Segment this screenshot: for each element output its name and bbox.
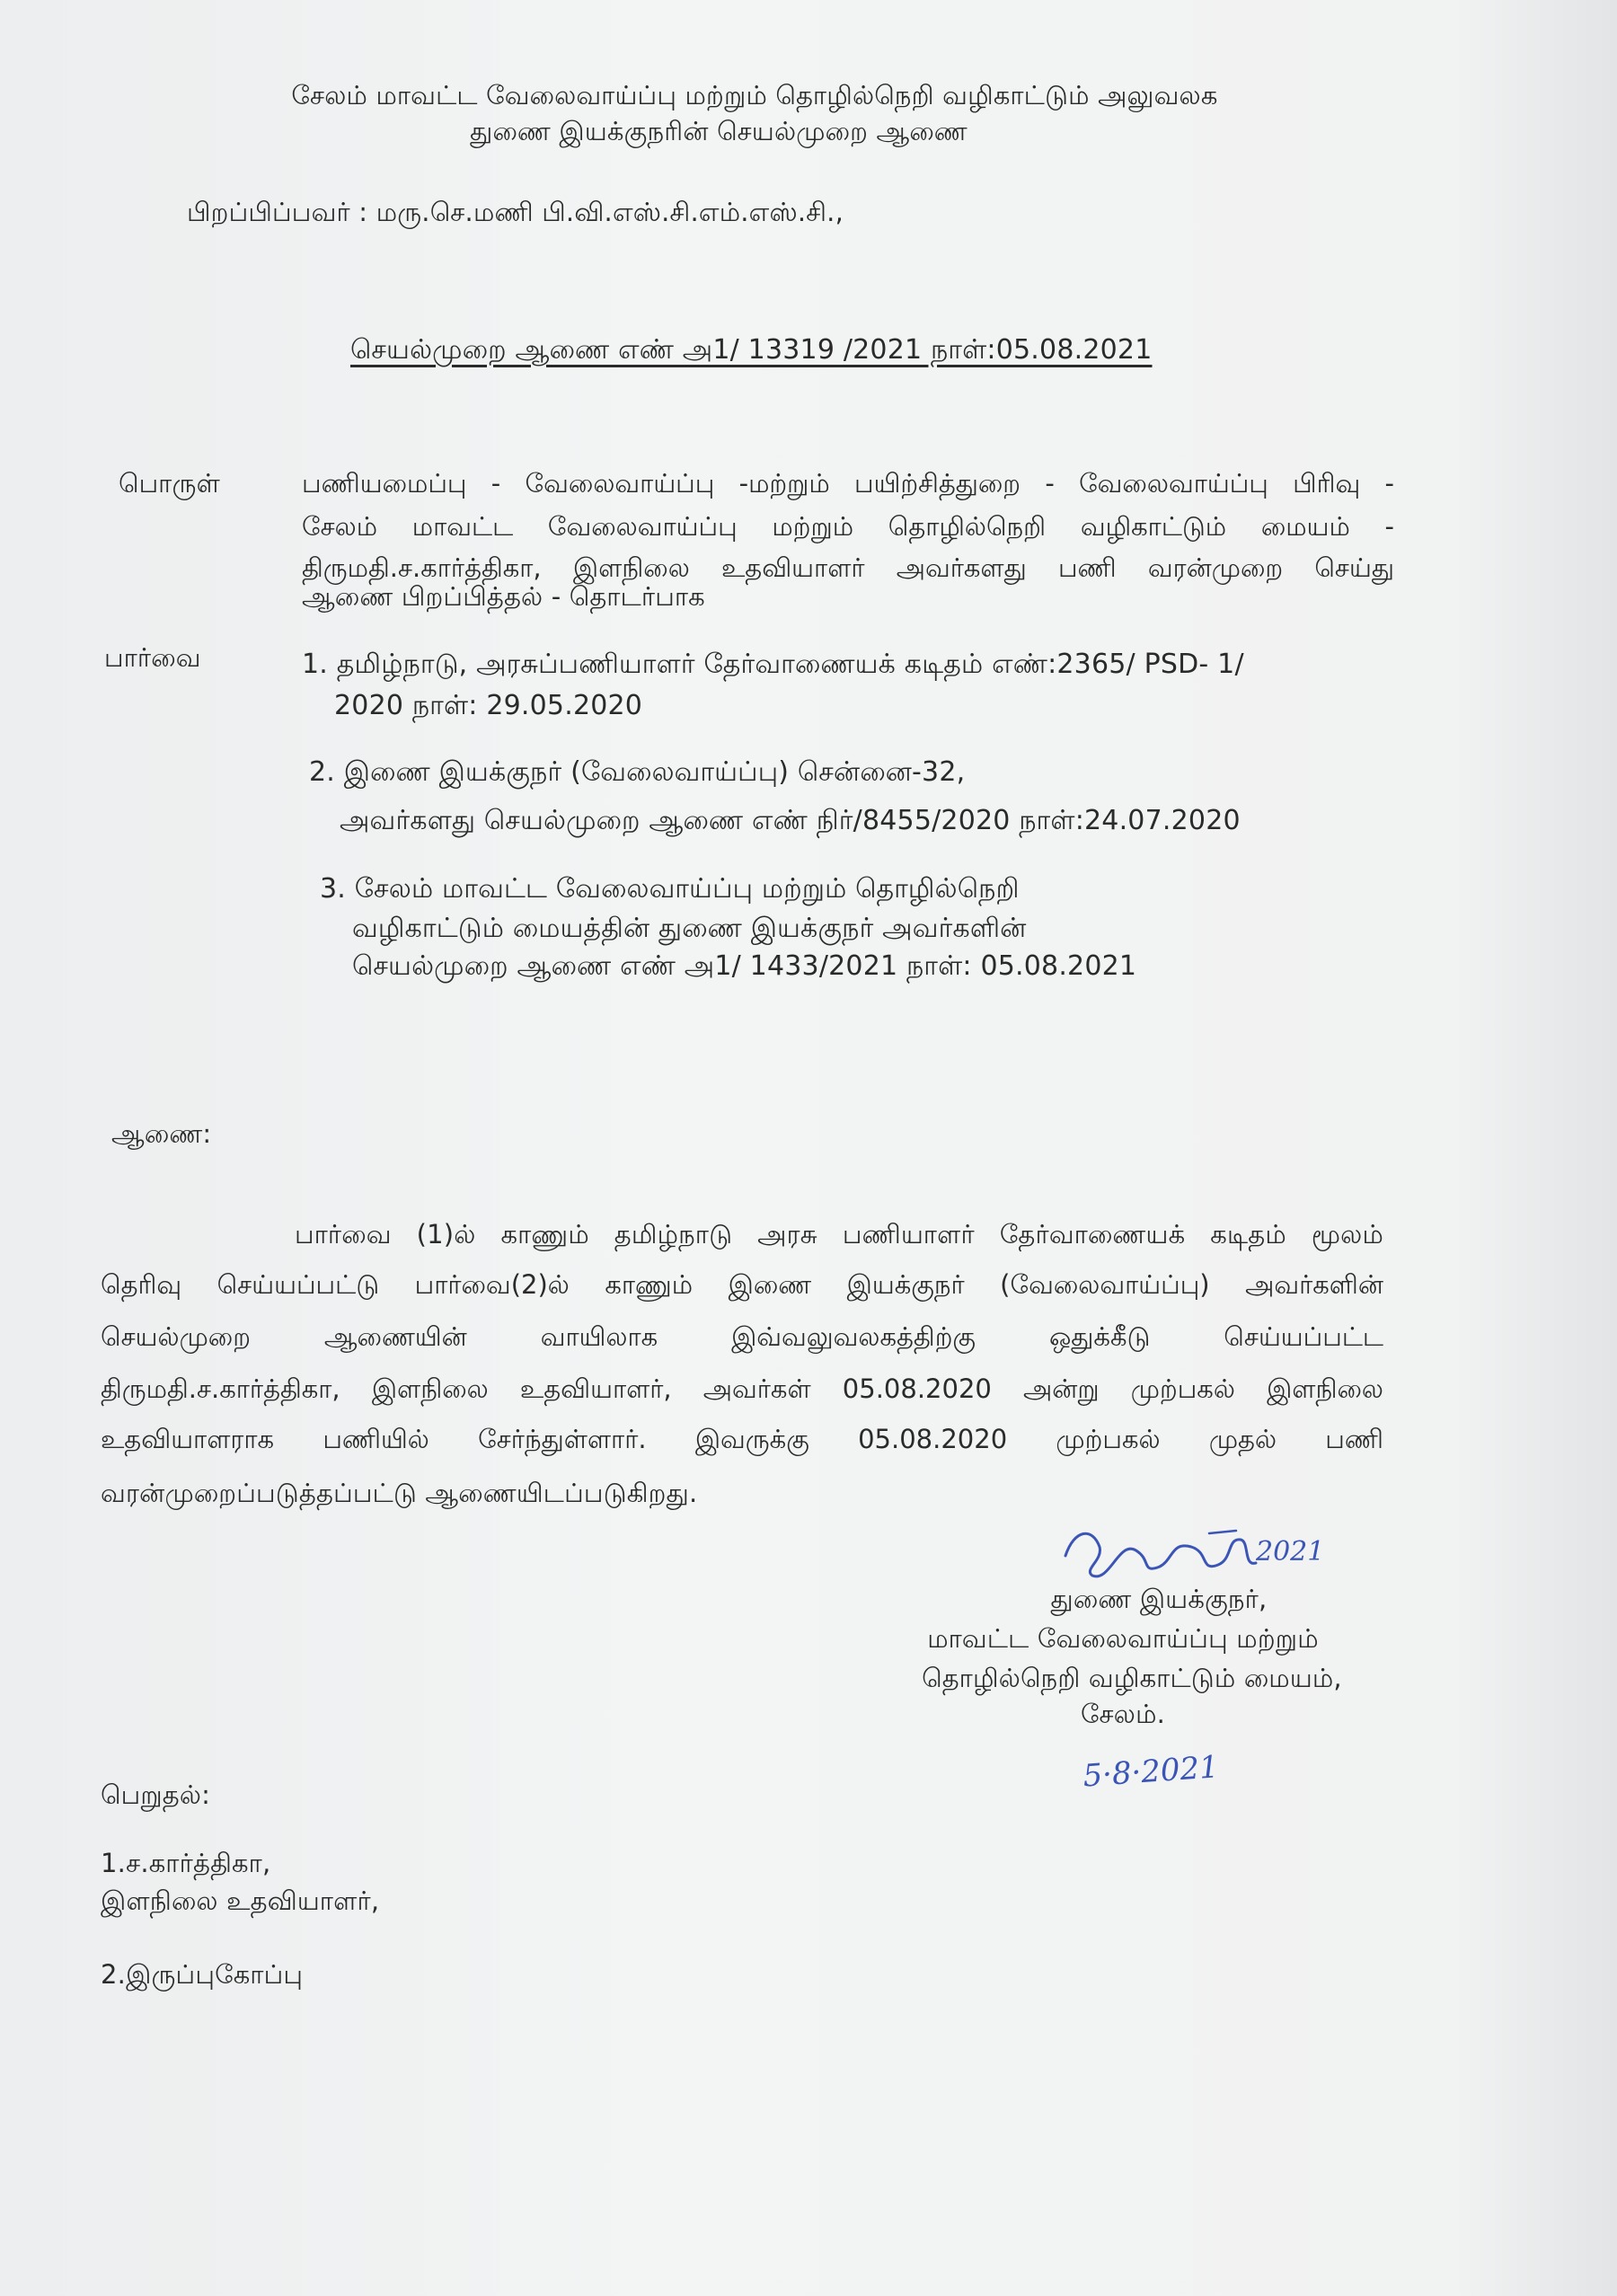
recipient-1-name: 1.ச.கார்த்திகா, <box>101 1848 271 1878</box>
reference-3-line-1: 3. சேலம் மாவட்ட வேலைவாய்ப்பு மற்றும் தொழில்நெறி <box>320 873 1020 905</box>
order-line-6: வரன்முறைப்படுத்தப்பட்டு ஆணையிடப்படுகிறது. <box>101 1478 698 1508</box>
reference-1-line-2: 2020 நாள்: 29.05.2020 <box>334 690 643 721</box>
subject-line-3: திருமதி.ச.கார்த்திகா, இளநிலை உதவியாளர் அவர்களது பணி வரன்முறை செய்து <box>302 552 1394 583</box>
subject-label: பொருள் <box>119 468 220 499</box>
order-line-2: தெரிவு செய்யப்பட்டு பார்வை(2)ல் காணும் இணை இயக்குநர் (வேலைவாய்ப்பு) அவர்களின் <box>101 1269 1383 1300</box>
order-line-3: செயல்முறை ஆணையின் வாயிலாக இவ்வலுவலகத்திற்கு ஒதுக்கீடு செய்யப்பட்ட <box>101 1321 1383 1352</box>
recipients-label: பெறுதல்: <box>101 1779 211 1810</box>
recipient-2: 2.இருப்புகோப்பு <box>101 1959 304 1990</box>
references-label: பார்வை <box>104 642 201 673</box>
signatory-title: துணை இயக்குநர், <box>1050 1584 1268 1614</box>
subject-line-4: ஆணை பிறப்பித்தல் - தொடர்பாக <box>302 581 705 612</box>
order-label: ஆணை: <box>111 1118 212 1149</box>
order-line-5: உதவியாளராக பணியில் சேர்ந்துள்ளார். இவருக்கு 05.08.2020 முற்பகல் முதல் பணி <box>101 1424 1383 1454</box>
order-line-1: பார்வை (1)ல் காணும் தமிழ்நாடு அரசு பணியாளர் தேர்வாணையக் கடிதம் மூலம் <box>295 1219 1383 1250</box>
recipient-1-designation: இளநிலை உதவியாளர், <box>101 1885 380 1916</box>
reference-3-line-3: செயல்முறை ஆணை எண் அ1/ 1433/2021 நாள்: 05.08.2021 <box>352 950 1137 982</box>
order-line-4: திருமதி.ச.கார்த்திகா, இளநிலை உதவியாளர், அவர்கள் 05.08.2020 அன்று முற்பகல் இளநிலை <box>101 1373 1383 1404</box>
reference-2-line-2: அவர்களது செயல்முறை ஆணை எண் நிர்/8455/2020 நாள்:24.07.2020 <box>340 805 1241 836</box>
issuer-line: பிறப்பிப்பவர் : மரு.செ.மணி பி.வி.எஸ்.சி.எம்.எஸ்.சி., <box>187 197 844 227</box>
subject-line-1: பணியமைப்பு - வேலைவாய்ப்பு -மற்றும் பயிற்சித்துறை - வேலைவாய்ப்பு பிரிவு - <box>302 468 1394 499</box>
reference-1-line-1: 1. தமிழ்நாடு, அரசுப்பணியாளர் தேர்வாணையக் கடிதம் எண்:2365/ PSD- 1/ <box>302 649 1244 680</box>
signatory-office-2: தொழில்நெறி வழிகாட்டும் மையம், <box>922 1663 1342 1693</box>
signatory-office-1: மாவட்ட வேலைவாய்ப்பு மற்றும் <box>927 1623 1319 1654</box>
office-heading: சேலம் மாவட்ட வேலைவாய்ப்பு மற்றும் தொழில்நெறி வழிகாட்டும் அலுவலக <box>291 80 1218 110</box>
signature-year: 2021 <box>1256 1536 1325 1567</box>
signatory-city: சேலம். <box>1080 1699 1166 1729</box>
signature-date: 5·8·2021 <box>1082 1749 1221 1795</box>
reference-3-line-2: வழிகாட்டும் மையத்தின் துணை இயக்குநர் அவர்களின் <box>352 913 1027 944</box>
subject-line-2: சேலம் மாவட்ட வேலைவாய்ப்பு மற்றும் தொழில்நெறி வழிகாட்டும் மையம் - <box>302 511 1394 542</box>
reference-2-line-1: 2. இணை இயக்குநர் (வேலைவாய்ப்பு) சென்னை-32, <box>309 756 966 788</box>
signature-scribble <box>1056 1520 1326 1592</box>
order-number: செயல்முறை ஆணை எண் அ1/ 13319 /2021 நாள்:05.08.2021 <box>350 334 1153 366</box>
order-heading: துணை இயக்குநரின் செயல்முறை ஆணை <box>470 116 968 146</box>
